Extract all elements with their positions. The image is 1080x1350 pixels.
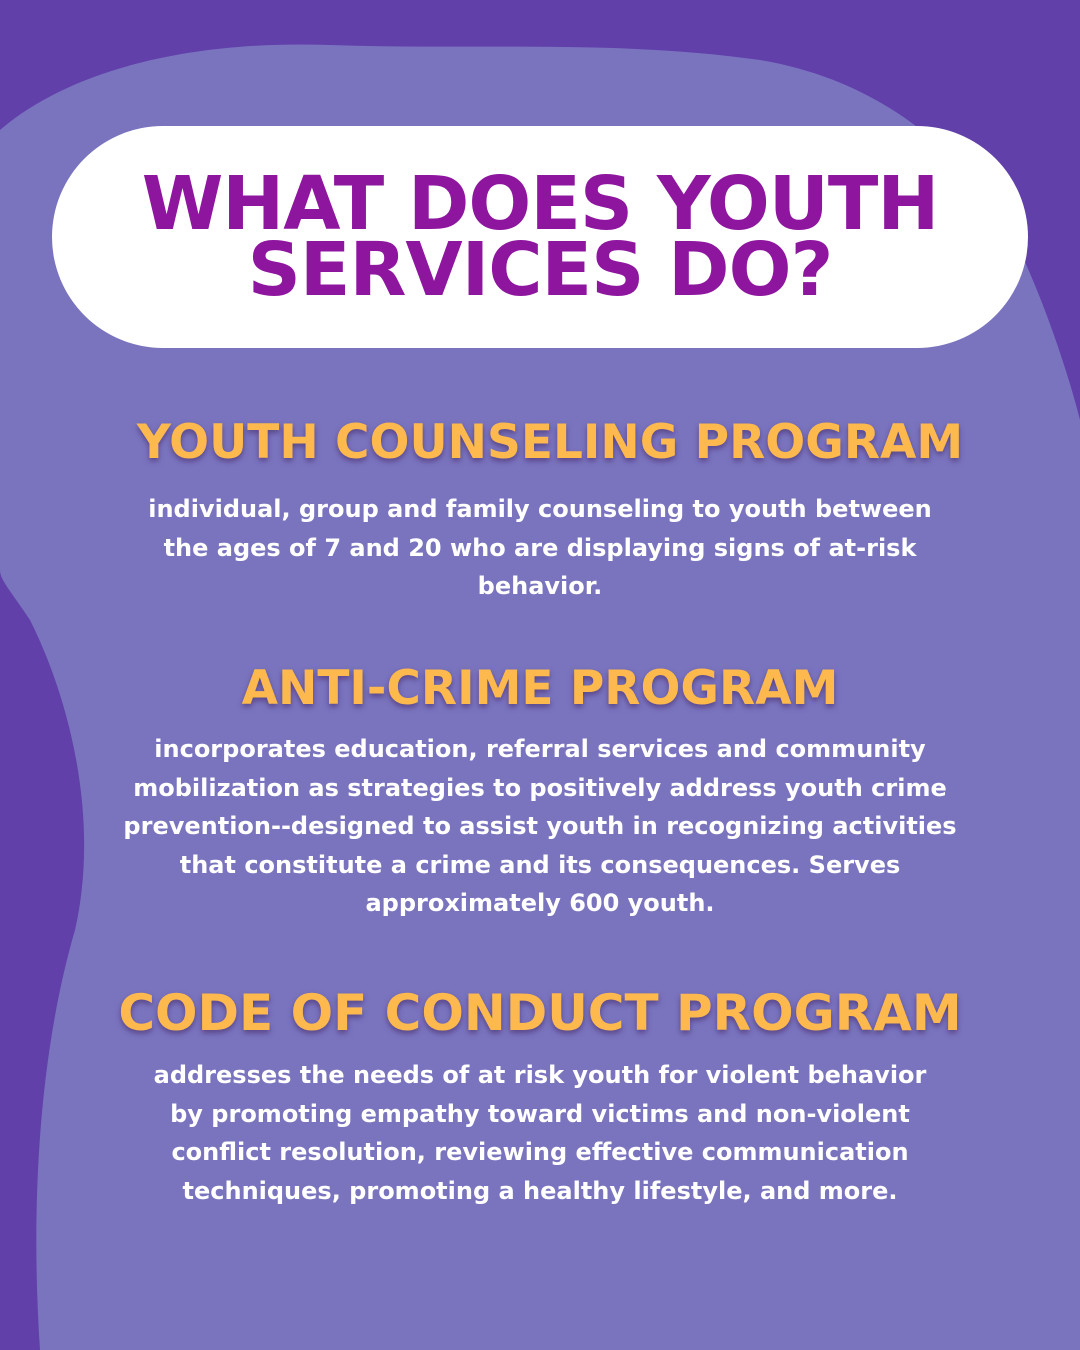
program-section-youth-counseling: [0, 412, 1080, 606]
title-line-2: SERVICES DO?: [247, 227, 833, 313]
title-line-1: WHAT DOES YOUTH: [141, 161, 939, 247]
title-card: [52, 126, 1028, 348]
program-heading: YOUTH COUNSELING PROGRAM: [136, 415, 964, 470]
program-heading: CODE OF CONDUCT PROGRAM: [118, 984, 962, 1042]
program-section-code-of-conduct: [0, 982, 1080, 1210]
program-section-anti-crime: [0, 658, 1080, 923]
program-description: incorporates education, referral services and community mobilization as strategies to positively address youth crime prevention--designed to assist youth in recognizing activities that constitute a crime and its consequences. Serves approximately 600 youth.: [123, 735, 957, 917]
program-description: addresses the needs of at risk youth for violent behavior by promoting empathy toward victims and non-violent conflict resolution, reviewing effective communication techniques, promoting a healthy lifestyle, and more.: [153, 1061, 927, 1205]
program-heading: ANTI-CRIME PROGRAM: [241, 661, 839, 716]
program-description: individual, group and family counseling to youth between the ages of 7 and 20 who are displaying signs of at-risk behavior.: [148, 495, 932, 600]
